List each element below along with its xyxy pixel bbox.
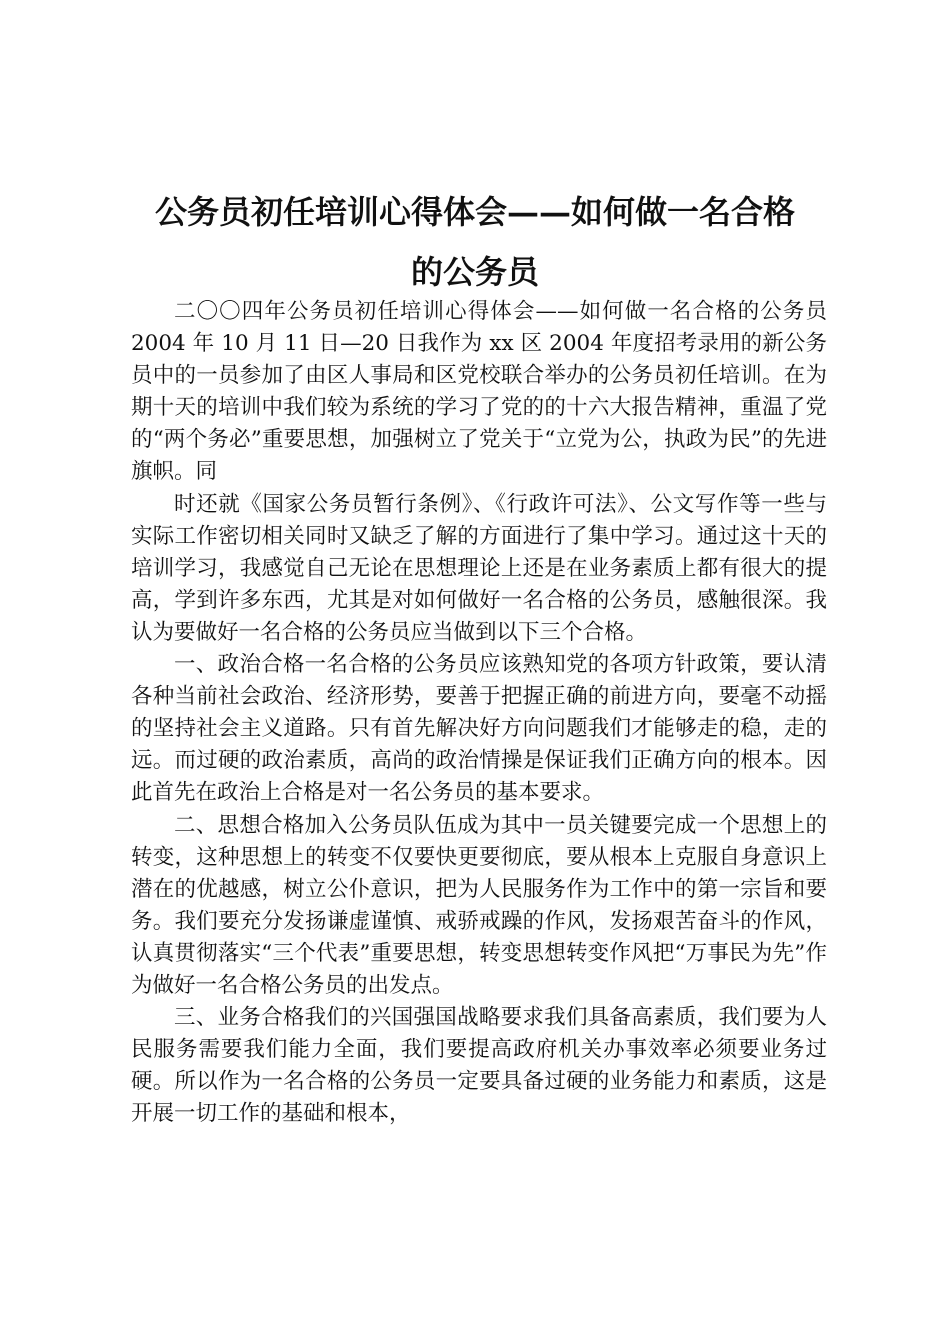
paragraph-political: 一、政治合格一名合格的公务员应该熟知党的各项方针政策，要认清各种当前社会政治、经济形势，要善于把握正确的前进方向，要毫不动摇的坚持社会主义道路。只有首先解决好方向问题我们才能够走的稳，走的远。而过硬的政治素质，高尚的政治情操是保证我们正确方向的根本。因此首先在政治上合格是对一名公务员的基本要求。 [131,652,827,806]
title-line-2: 的公务员 [410,253,539,291]
paragraph-intro: 二〇〇四年公务员初任培训心得体会——如何做一名合格的公务员 2004 年 10 月 11 日—20 日我作为 xx 区 2004 年度招考录用的新公务员中的一员参加了由区人事局和区党校联合举办的公务员初任培训。在为期十天的培训中我们较为系统的学习了党的的十六大报告精神，重温了党的“两个务必”重要思想，加强树立了党关于“立党为公，执政为民”的先进旗帜。同 [131,299,827,485]
document-body [131,296,827,1130]
paragraph-study: 时还就《国家公务员暂行条例》、《行政许可法》、公文写作等一些与实际工作密切相关同时又缺乏了解的方面进行了集中学习。通过这十天的培训学习，我感觉自己无论在思想理论上还是在业务素质上都有很大的提高，学到许多东西，尤其是对如何做好一名合格的公务员，感触很深。我认为要做好一名合格的公务员应当做到以下三个合格。 [131,491,827,645]
paragraph-professional: 三、业务合格我们的兴国强国战略要求我们具备高素质，我们要为人民服务需要我们能力全面，我们要提高政府机关办事效率必须要业务过硬。所以作为一名合格的公务员一定要具备过硬的业务能力和素质，这是开展一切工作的基础和根本， [131,1005,827,1127]
title-line-1: 公务员初任培训心得体会——如何做一名合格 [154,193,795,231]
document-title [100,182,850,302]
paragraph-ideological: 二、思想合格加入公务员队伍成为其中一员关键要完成一个思想上的转变，这种思想上的转变不仅要快更要彻底，要从根本上克服自身意识上潜在的优越感，树立公仆意识，把为人民服务作为工作中的第一宗旨和要务。我们要充分发扬谦虚谨慎、戒骄戒躁的作风，发扬艰苦奋斗的作风，认真贯彻落实“三个代表”重要思想，转变思想转变作风把“万事民为先”作为做好一名合格公务员的出发点。 [131,812,827,998]
